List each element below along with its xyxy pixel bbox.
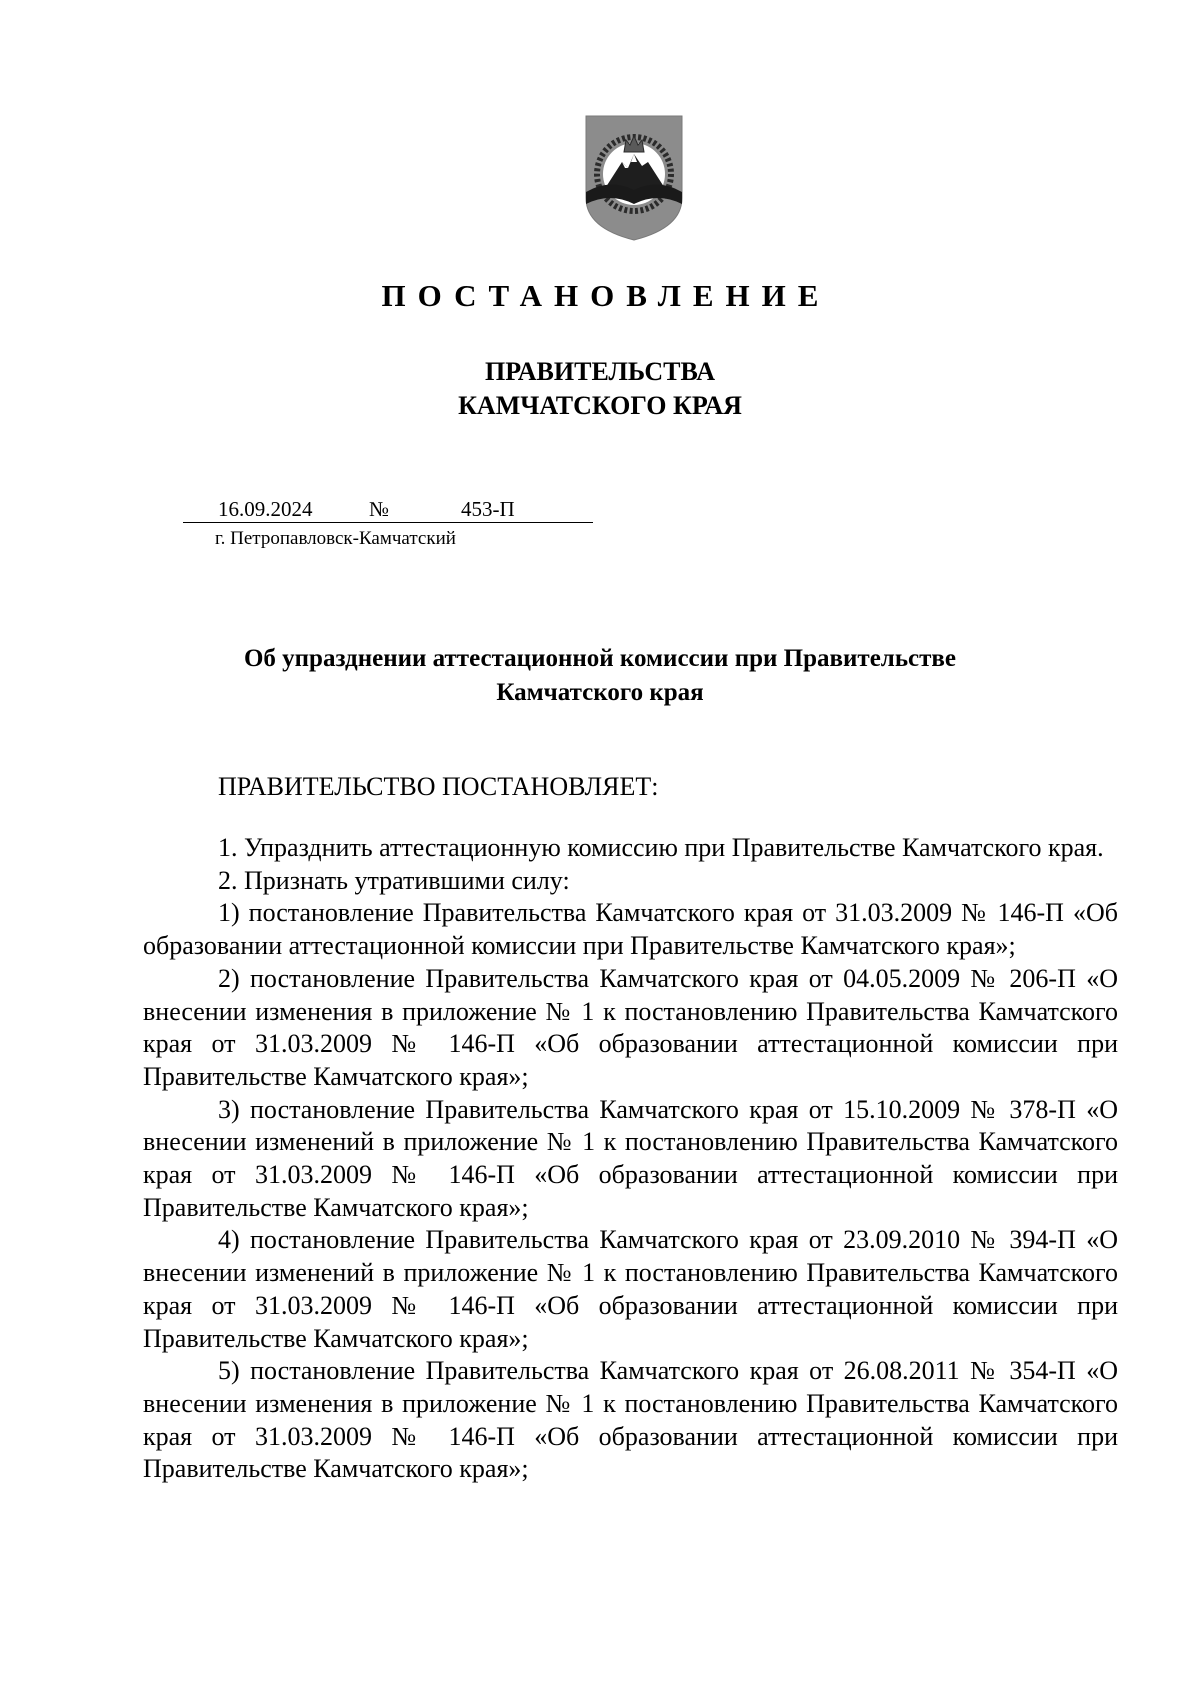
authority-line-2: КАМЧАТСКОГО КРАЯ xyxy=(458,391,742,420)
document-title xyxy=(0,642,1200,710)
authority-line-1: ПРАВИТЕЛЬСТВА xyxy=(485,357,715,386)
paragraph: 2) постановление Правительства Камчатского края от 04.05.2009 № 206-П «О внесении изменения в приложение № 1 к постановлению Правительства Камчатского края от 31.03.2009 № 146-П «Об образовании аттестационной комиссии при Правительстве Камчатского края»; xyxy=(143,963,1118,1091)
issuing-authority xyxy=(0,355,1200,423)
document-body xyxy=(143,832,1118,1486)
document-type-heading: ПОСТАНОВЛЕНИЕ xyxy=(381,278,831,313)
number-sign: № xyxy=(369,497,390,521)
decree-phrase: ПРАВИТЕЛЬСТВО ПОСТАНОВЛЯЕТ: xyxy=(218,772,659,801)
document-city: г. Петропавловск-Камчатский xyxy=(215,528,456,549)
document-number: 453-П xyxy=(461,497,515,521)
paragraph: 4) постановление Правительства Камчатского края от 23.09.2010 № 394-П «О внесении изменений в приложение № 1 к постановлению Правительства Камчатского края от 31.03.2009 № 146-П «Об образовании аттестационной комиссии при Правительстве Камчатского края»; xyxy=(143,1225,1118,1353)
paragraph: 2. Признать утратившими силу: xyxy=(218,865,570,895)
registration-underline xyxy=(183,522,593,523)
paragraph: 5) постановление Правительства Камчатского края от 26.08.2011 № 354-П «О внесении изменения в приложение № 1 к постановлению Правительства Камчатского края от 31.03.2009 № 146-П «Об образовании аттестационной комиссии при Правительстве Камчатского края»; xyxy=(143,1356,1118,1484)
title-line-2: Камчатского края xyxy=(496,679,704,706)
registration-block xyxy=(183,492,593,528)
title-line-1: Об упразднении аттестационной комиссии при Правительстве xyxy=(243,645,957,672)
kamchatka-emblem-icon xyxy=(580,112,688,242)
paragraph: 1) постановление Правительства Камчатского края от 31.03.2009 № 146-П «Об образовании аттестационной комиссии при Правительстве Камчатского края»; xyxy=(143,898,1118,961)
paragraph: 3) постановление Правительства Камчатского края от 15.10.2009 № 378-П «О внесении изменений в приложение № 1 к постановлению Правительства Камчатского края от 31.03.2009 № 146-П «Об образовании аттестационной комиссии при Правительстве Камчатского края»; xyxy=(143,1094,1118,1222)
document-date: 16.09.2024 xyxy=(218,497,313,521)
paragraph: 1. Упразднить аттестационную комиссию при Правительстве Камчатского края. xyxy=(218,833,1104,862)
